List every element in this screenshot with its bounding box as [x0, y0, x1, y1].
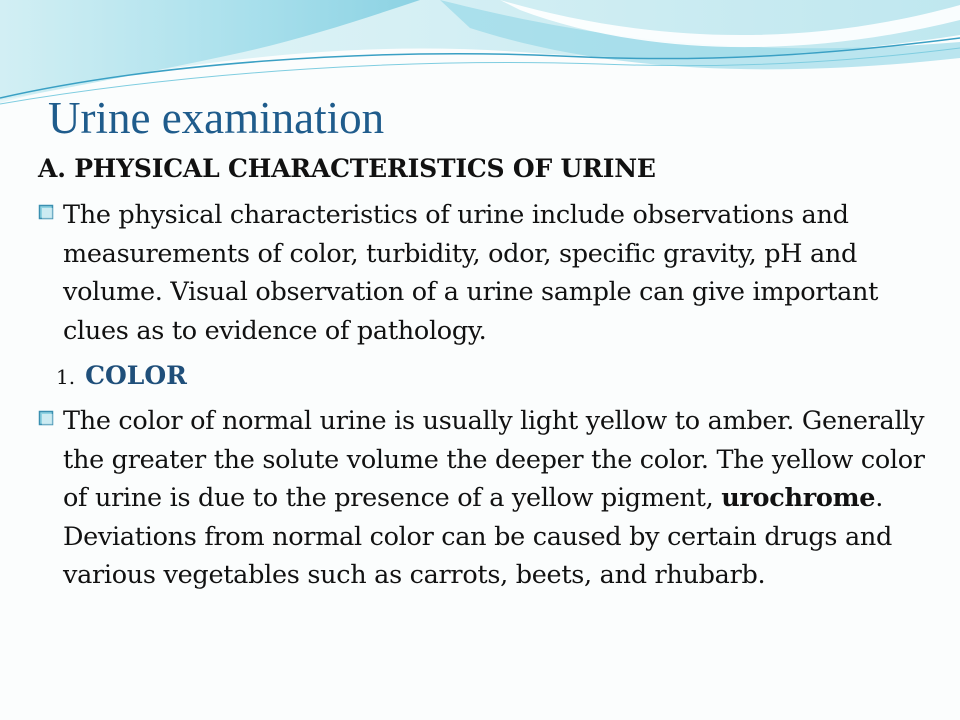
subheading-number: 1. [56, 365, 76, 389]
bullet-physical-characteristics [38, 196, 928, 350]
urochrome-term: urochrome [721, 483, 876, 513]
bullet-text-part2: . Deviations from normal color can be caused by certain drugs and various vegetables such as carrots, beets, and rhubarb. [63, 483, 893, 590]
bullet-text-part1: The color of normal urine is usually light yellow to amber. Generally the greater the solute volume the deeper the color. The yellow color of urine is due to the presence of a yellow pigment, [63, 406, 925, 513]
hollow-square-bullet-icon [38, 204, 55, 221]
bullet-text: The physical characteristics of urine include observations and measurements of color, turbidity, odor, specific gravity, pH and volume. Visual observation of a urine sample can give important clues as to evidence of pathology. [63, 200, 879, 346]
bullet-text [38, 402, 928, 595]
section-heading: A. PHYSICAL CHARACTERISTICS OF URINE [38, 154, 656, 183]
subheading-color [56, 358, 187, 397]
slide-title: Urine examination [48, 93, 385, 143]
bullet-urine-color [38, 402, 928, 595]
hollow-square-bullet-icon [38, 410, 55, 427]
subheading-label: COLOR [85, 361, 187, 390]
